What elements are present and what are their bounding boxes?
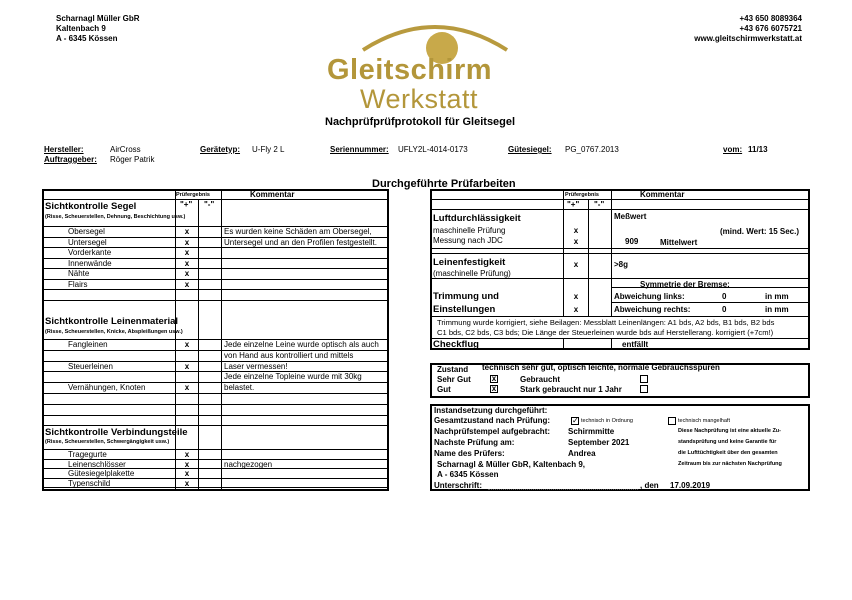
signature-line bbox=[488, 489, 638, 490]
zustand-gut-checkbox[interactable] bbox=[490, 385, 498, 393]
abweichung-rechts-value: 0 bbox=[722, 305, 727, 314]
hinweis-line3: die Lufttüchtigkeit über den gesamten bbox=[678, 450, 778, 456]
hinweis-line1: Diese Nachprüfung ist eine aktuelle Zu- bbox=[678, 428, 781, 434]
zustand-description: technisch sehr gut, optisch leichte, normale Gebrauchsspuren bbox=[482, 363, 720, 372]
leinenfest-value: >8g bbox=[614, 260, 629, 269]
checkflug-value: entfällt bbox=[622, 340, 649, 349]
row-label: Gütesiegelplakette bbox=[68, 469, 135, 478]
vom-value: 11/13 bbox=[748, 145, 768, 154]
leinen-subtitle: (Risse, Scheuerstellen, Knicke, Abspleißungen usw.) bbox=[45, 329, 183, 335]
messwert-label: Meßwert bbox=[614, 212, 647, 221]
document-title: Nachprüfprüfprotokoll für Gleitsegel bbox=[325, 116, 516, 128]
abweichung-links-unit: in mm bbox=[765, 292, 789, 301]
zustand-stark-label: Stark gebraucht nur 1 Jahr bbox=[520, 385, 622, 394]
company-city: A - 6345 Kössen bbox=[56, 34, 118, 43]
row-comment: belastet. bbox=[224, 383, 255, 393]
naechste-pruefung-label: Nachste Prüfung am: bbox=[434, 438, 515, 447]
company-phone2: +43 676 6075721 bbox=[739, 24, 802, 33]
abweichung-rechts-label: Abweichung rechts: bbox=[614, 305, 691, 314]
luft-sub2: Messung nach JDC bbox=[433, 236, 503, 245]
row-label: Innenwände bbox=[68, 258, 112, 268]
trimm-mark-1: x bbox=[573, 292, 579, 301]
row-label: Untersegel bbox=[68, 237, 107, 247]
trimm-title-1: Trimmung und bbox=[433, 291, 499, 302]
left-kommentar-header: Kommentar bbox=[250, 190, 295, 199]
row-label: Leinenschlösser bbox=[68, 459, 126, 469]
company-web: www.gleitschirmwerkstatt.at bbox=[694, 34, 802, 43]
row-comment: Laser vermessen! bbox=[224, 361, 288, 371]
pruefer-label: Name des Prüfers: bbox=[434, 449, 505, 458]
logo-text-line2: Werkstatt bbox=[360, 84, 479, 114]
row-mark: x bbox=[184, 478, 190, 488]
zustand-label: Zustand bbox=[437, 365, 469, 374]
ort-line: A - 6345 Kössen bbox=[437, 470, 499, 479]
trimm-title-2: Einstellungen bbox=[433, 304, 496, 315]
luft-sub1: maschinelle Prüfung bbox=[433, 226, 506, 235]
abweichung-links-label: Abweichung links: bbox=[614, 292, 685, 301]
right-minus-header: "-" bbox=[594, 200, 605, 209]
seriennummer-value: UFLY2L-4014-0173 bbox=[398, 145, 468, 154]
in-ordnung-checkbox[interactable] bbox=[571, 417, 579, 425]
right-pruefergebnis-header: Prüfergebnis bbox=[565, 192, 599, 198]
company-phone1: +43 650 8089364 bbox=[739, 14, 802, 23]
row-label: Vernähungen, Knoten bbox=[68, 383, 146, 393]
row-comment: Jede einzelne Leine wurde optisch als auch bbox=[224, 340, 379, 349]
leinen-title: Sichtkontrolle Leinenmaterial bbox=[45, 316, 179, 327]
row-mark: x bbox=[184, 459, 190, 469]
zustand-sehr-gut-mark: x bbox=[491, 374, 497, 383]
stempel-value: Schirmmitte bbox=[568, 427, 615, 436]
in-ordnung-label: technisch in Ordnung bbox=[581, 418, 633, 424]
zustand-gebraucht-checkbox[interactable] bbox=[640, 375, 648, 383]
left-minus-header: "-" bbox=[204, 200, 215, 209]
instand-title: Instandsetzung durchgeführt: bbox=[434, 406, 548, 415]
row-comment: Jede einzelne Topleine wurde mit 30kg bbox=[224, 372, 362, 382]
left-plus-header: "+" bbox=[180, 200, 193, 209]
row-mark: x bbox=[184, 361, 190, 371]
company-name: Scharnagl Müller GbR bbox=[56, 14, 140, 23]
zustand-gut-label: Gut bbox=[437, 385, 451, 394]
row-mark: x bbox=[184, 237, 190, 247]
seriennummer-label: Seriennummer: bbox=[330, 145, 389, 154]
right-plus-header: "+" bbox=[567, 200, 580, 209]
leinenfest-mark: x bbox=[573, 260, 579, 269]
mittelwert-label: Mittelwert bbox=[660, 238, 698, 247]
row-mark: x bbox=[184, 269, 190, 278]
mindwert-label: (mind. Wert: 15 Sec.) bbox=[720, 227, 799, 236]
abweichung-rechts-unit: in mm bbox=[765, 305, 789, 314]
auftraggeber-value: Röger Patrik bbox=[110, 155, 155, 164]
row-label: Tragegurte bbox=[68, 450, 107, 459]
datum-value: 17.09.2019 bbox=[670, 481, 711, 490]
zustand-gut-mark: x bbox=[491, 384, 497, 393]
logo-text-line1: Gleitschirm bbox=[327, 54, 493, 86]
firma-line: Scharnagl & Müller GbR, Kaltenbach 9, bbox=[437, 460, 586, 469]
mangelhaft-label: technisch mangelhaft bbox=[678, 418, 730, 424]
row-label: Nähte bbox=[68, 269, 90, 278]
left-pruefergebnis-header: Prüfergebnis bbox=[176, 192, 210, 198]
row-mark: x bbox=[184, 258, 190, 268]
luft-title: Luftdurchlässigkeit bbox=[433, 213, 521, 224]
row-label: Fangleinen bbox=[68, 340, 108, 349]
symmetrie-label: Symmetrie der Bremse: bbox=[640, 280, 730, 289]
trimm-mark-2: x bbox=[573, 305, 579, 314]
company-street: Kaltenbach 9 bbox=[56, 24, 106, 33]
leinenfest-sub: (maschinelle Prüfung) bbox=[433, 269, 511, 278]
naechste-pruefung-value: September 2021 bbox=[568, 438, 630, 447]
hersteller-value: AirCross bbox=[110, 145, 141, 154]
checkflug-label: Checkflug bbox=[433, 339, 479, 350]
messwert-value: 909 bbox=[625, 237, 639, 246]
vom-label: vom: bbox=[723, 145, 743, 154]
row-comment: Untersegel und an den Profilen festgestellt. bbox=[224, 237, 377, 247]
trimm-note-line2: C1 bds, C2 bds, C3 bds; Die Länge der Steuerleinen wurde bds auf Herstellerang. korrigiert (+7cm!) bbox=[437, 328, 774, 337]
row-label: Typenschild bbox=[68, 478, 111, 488]
guetesiegel-label: Gütesiegel: bbox=[508, 145, 552, 154]
luft-mark-2: x bbox=[573, 237, 579, 246]
row-label: Steuerleinen bbox=[68, 361, 113, 371]
row-label: Flairs bbox=[68, 279, 88, 289]
row-comment: von Hand aus kontrolliert und mittels bbox=[224, 350, 354, 360]
zustand-sehr-gut-label: Sehr Gut bbox=[437, 375, 471, 384]
hinweis-line4: Zeitraum bis zur nächsten Nachprüfung bbox=[678, 461, 782, 467]
abweichung-links-value: 0 bbox=[722, 292, 727, 301]
row-mark: x bbox=[184, 469, 190, 478]
row-mark: x bbox=[184, 450, 190, 459]
section-title: Durchgeführte Prüfarbeiten bbox=[372, 178, 516, 190]
row-comment: Es wurden keine Schäden am Obersegel, bbox=[224, 227, 372, 236]
zustand-stark-checkbox[interactable] bbox=[640, 385, 648, 393]
segel-subtitle: (Risse, Scheuerstellen, Dehnung, Beschichtung usw.) bbox=[45, 214, 186, 220]
row-mark: x bbox=[184, 279, 190, 289]
hinweis-line2: standsprüfung und keine Garantie für bbox=[678, 439, 777, 445]
row-mark: x bbox=[184, 340, 190, 349]
pruefer-value: Andrea bbox=[568, 449, 596, 458]
right-kommentar-header: Kommentar bbox=[640, 190, 685, 199]
row-label: Obersegel bbox=[68, 227, 105, 236]
geraetetyp-value: U-Fly 2 L bbox=[252, 145, 285, 154]
stempel-label: Nachprüfstempel aufgebracht: bbox=[434, 427, 551, 436]
guetesiegel-value: PG_0767.2013 bbox=[565, 145, 619, 154]
gesamtzustand-label: Gesamtzustand nach Prüfung: bbox=[434, 416, 551, 425]
segel-title: Sichtkontrolle Segel bbox=[45, 201, 137, 212]
row-mark: x bbox=[184, 248, 190, 257]
den-label: , den bbox=[640, 481, 659, 490]
verbindung-subtitle: (Risse, Scheuerstellen, Schwergängigkeit usw.) bbox=[45, 439, 170, 445]
auftraggeber-label: Auftraggeber: bbox=[44, 155, 97, 164]
luft-mark-1: x bbox=[573, 226, 579, 235]
row-mark: x bbox=[184, 227, 190, 236]
row-label: Vorderkante bbox=[68, 248, 112, 257]
hersteller-label: Hersteller: bbox=[44, 145, 84, 154]
zustand-sehr-gut-checkbox[interactable] bbox=[490, 375, 498, 383]
row-comment: nachgezogen bbox=[224, 459, 273, 469]
trimm-note-line1: Trimmung wurde korrigiert, siehe Beilagen: Messblatt Leinenlängen: A1 bds, A2 bds, B1 bds, B2 bds bbox=[437, 318, 775, 327]
row-mark: x bbox=[184, 383, 190, 393]
zustand-gebraucht-label: Gebraucht bbox=[520, 375, 561, 384]
unterschrift-label: Unterschrift: bbox=[434, 481, 483, 490]
check-icon: ✓ bbox=[572, 416, 579, 425]
geraetetyp-label: Gerätetyp: bbox=[200, 145, 241, 154]
leinenfest-title: Leinenfestigkeit bbox=[433, 257, 506, 268]
verbindung-title: Sichtkontrolle Verbindungsteile bbox=[45, 427, 188, 438]
mangelhaft-checkbox[interactable] bbox=[668, 417, 676, 425]
